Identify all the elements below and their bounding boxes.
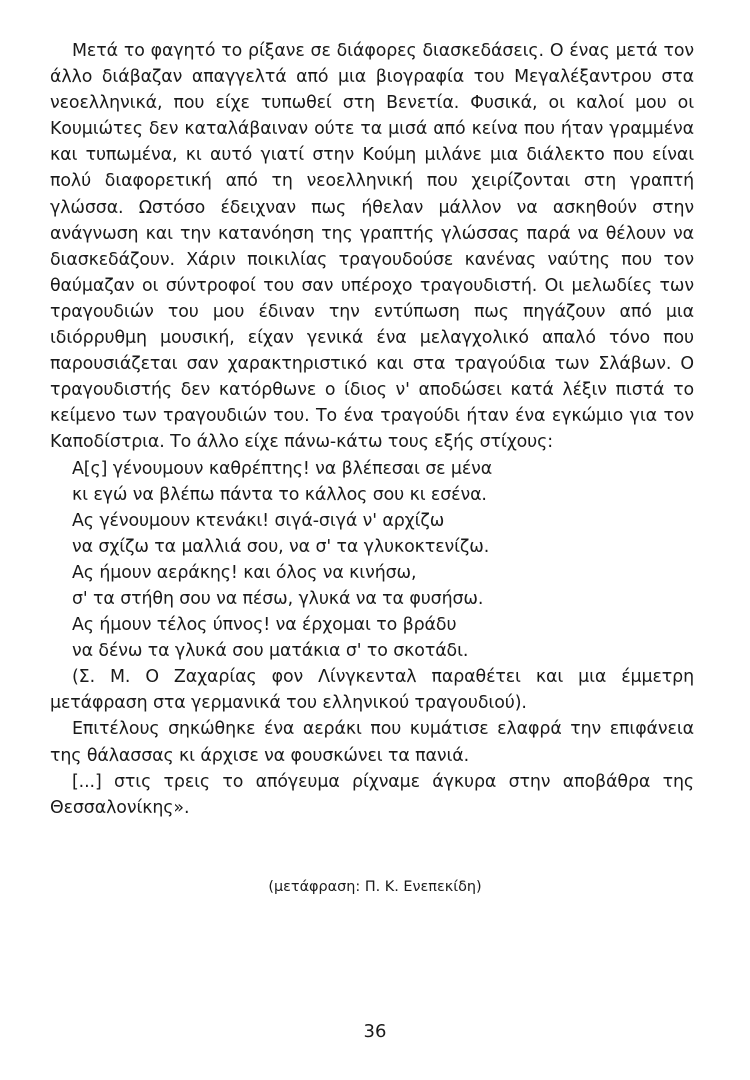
page-number: 36 xyxy=(363,1021,387,1042)
wind-paragraph: Επιτέλους σηκώθηκε ένα αεράκι που κυμάτισε ελαφρά την επιφάνεια της θάλασσας κι άρχισε να φουσκώνει τα πανιά. xyxy=(50,719,694,766)
verse-line: κι εγώ να βλέπω πάντα το κάλλος σου κι εσένα. xyxy=(72,484,487,505)
verse-line: Ας ήμουν τέλος ύπνος! να έρχομαι το βράδυ xyxy=(72,615,457,636)
verse-line: να σχίζω τα μαλλιά σου, να σ' τα γλυκοκτενίζω. xyxy=(72,536,490,557)
translator-credit: (μετάφραση: Π. Κ. Ενεπεκίδη) xyxy=(268,879,482,895)
verse-line: Ας ήμουν αεράκης! και όλος να κινήσω, xyxy=(72,562,417,583)
verse-line: Ας γένουμουν κτενάκι! σιγά-σιγά ν' αρχίζω xyxy=(72,510,445,531)
verse-line: να δένω τα γλυκά σου ματάκια σ' το σκοτάδι. xyxy=(72,641,469,662)
translator-note-paragraph: (Σ. Μ. Ο Ζαχαρίας φον Λίνγκενταλ παραθέτει και μια έμμετρη μετάφραση στα γερμανικά του ελληνικού τραγουδιού). xyxy=(50,667,694,714)
verse-line: Α[ς] γένουμουν καθρέπτης! να βλέπεσαι σε μένα xyxy=(72,458,493,479)
body-text xyxy=(50,38,694,821)
main-paragraph: Μετά το φαγητό το ρίξανε σε διάφορες διασκεδάσεις. Ο ένας μετά τον άλλο διάβαζαν απαγγελτά από μια βιογραφία του Μεγαλέξαντρου στα νεοελληνικά, που είχε τυπωθεί στη Βενετία. Φυσικά, οι καλοί μου οι Κουμιώτες δεν καταλάβαιναν ούτε τα μισά από κείνα που ήταν γραμμένα και τυπωμένα, κι αυτό γιατί στην Κούμη μιλάνε μια διάλεκτο που είναι πολύ διαφορετική από τη νεοελληνική που χειρίζονται στη γραπτή γλώσσα. Ωστόσο έδειχναν πως ήθελαν μάλλον να ασκηθούν στην ανάγνωση και την κατανόηση της γραπτής γλώσσας παρά να θέλουν να διασκεδάζουν. Χάριν ποικιλίας τραγουδούσε κανένας ναύτης που τον θαύμαζαν οι σύντροφοί του σαν υπέροχο τραγουδιστή. Οι μελωδίες των τραγουδιών του μου έδιναν την εντύπωση πως πηγάζουν από μια ιδιόρρυθμη μουσική, είχαν γενικά ένα μελαγχολικό απαλό τόνο που παρουσιάζεται σαν χαρακτηριστικό και στα τραγούδια των Σλάβων. Ο τραγουδιστής δεν κατόρθωνε ο ίδιος ν' αποδώσει κατά λέξιν πιστά το κείμενο των τραγουδιών του. Το ένα τραγούδι ήταν ένα εγκώμιο για τον Καποδίστρια. Το άλλο είχε πάνω-κάτω τους εξής στίχους: xyxy=(50,41,694,453)
song-verse xyxy=(50,456,694,665)
closing-paragraph: [...] στις τρεις το απόγευμα ρίχναμε άγκυρα στην αποβάθρα της Θεσσαλονίκης». xyxy=(50,771,694,818)
verse-line: σ' τα στήθη σου να πέσω, γλυκά να τα φυσήσω. xyxy=(72,588,484,609)
